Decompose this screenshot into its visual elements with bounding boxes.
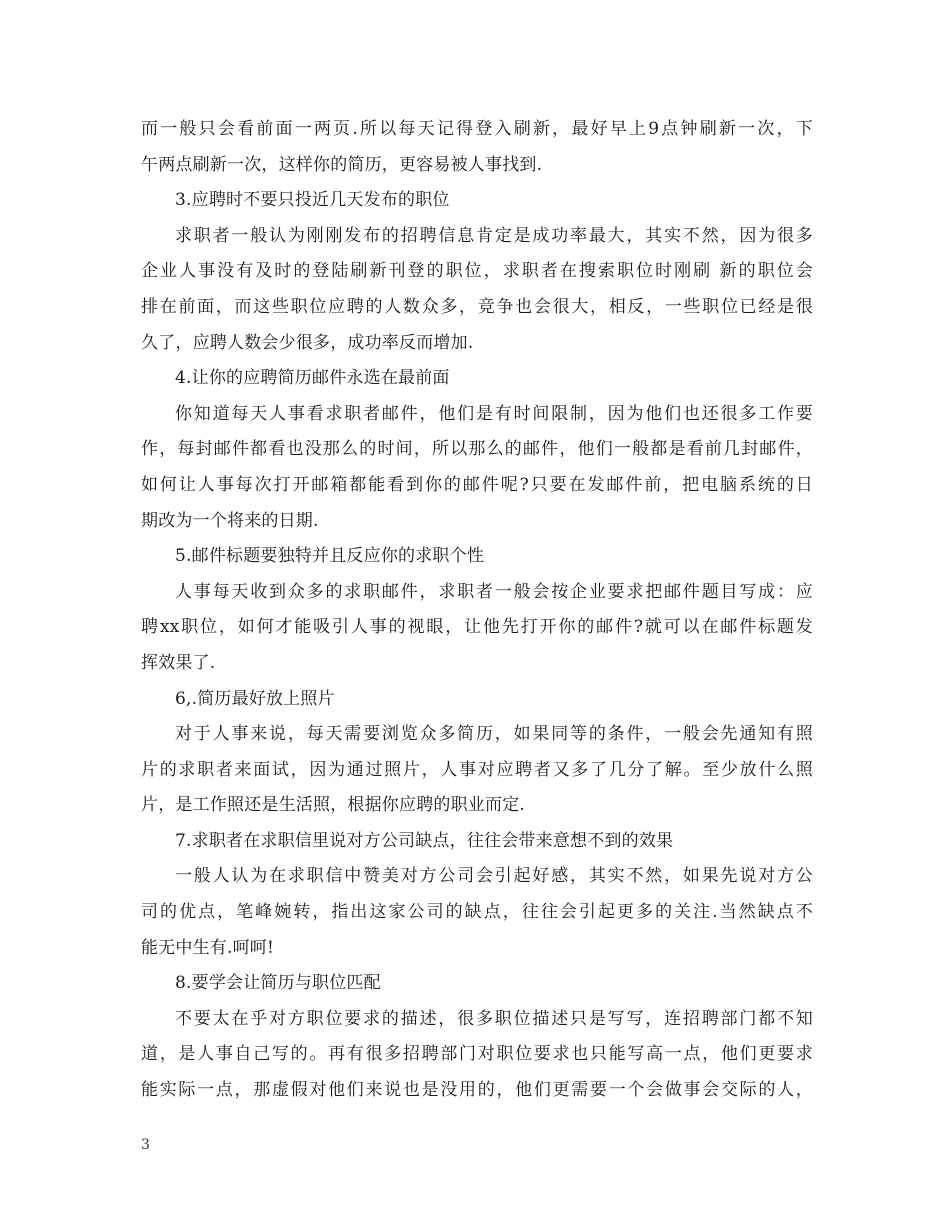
paragraph-line: 排在前面，而这些职位应聘的人数众多，竞争也会很大，相反，一些职位已经是很 [141,296,813,317]
paragraph-line: 人事每天收到众多的求职邮件，求职者一般会按企业要求把邮件题目写成：应 [175,581,813,602]
section-heading: 3.应聘时不要只投近几天发布的职位 [175,190,450,211]
paragraph-line: 一般人认为在求职信中赞美对方公司会引起好感，其实不然，如果先说对方公 [175,866,813,887]
paragraph-line: 能无中生有.呵呵! [141,937,275,958]
paragraph-line: 如何让人事每次打开邮箱都能看到你的邮件呢?只要在发邮件前，把电脑系统的日 [141,474,813,495]
paragraph-line: 午两点刷新一次，这样你的简历，更容易被人事找到. [141,154,543,175]
paragraph-line: 作，每封邮件都看也没那么的时间，所以那么的邮件，他们一般都是看前几封邮件， [141,439,813,460]
paragraph-line: 期改为一个将来的日期. [141,510,319,531]
paragraph-line: 片的求职者来面试，因为通过照片，人事对应聘者又多了几分了解。至少放什么照 [141,759,813,780]
section-heading: 5.邮件标题要独特并且反应你的求职个性 [175,546,485,567]
paragraph-line: 你知道每天人事看求职者邮件，他们是有时间限制，因为他们也还很多工作要 [175,403,813,424]
paragraph-line: 能实际一点，那虚假对他们来说也是没用的，他们更需要一个会做事会交际的人， [141,1080,813,1101]
section-heading: 4.让你的应聘简历邮件永选在最前面 [175,368,450,389]
paragraph-line: 求职者一般认为刚刚发布的招聘信息肯定是成功率最大，其实不然，因为很多 [175,225,813,246]
section-heading: 8.要学会让简历与职位匹配 [175,973,381,994]
section-heading: 6,.简历最好放上照片 [175,688,335,709]
paragraph-line: 久了，应聘人数会少很多，成功率反而增加. [141,332,474,353]
paragraph-line: 对于人事来说，每天需要浏览众多简历，如果同等的条件，一般会先通知有照 [175,724,813,745]
paragraph-line: 片，是工作照还是生活照，根据你应聘的职业而定. [141,795,526,816]
page-number: 3 [141,1137,150,1153]
paragraph-line: 企业人事没有及时的登陆刷新刊登的职位，求职者在搜索职位时刚刷 新的职位会 [141,261,813,282]
paragraph-line: 聘xx职位，如何才能吸引人事的视眼，让他先打开你的邮件?就可以在邮件标题发 [141,617,813,638]
paragraph-line: 道，是人事自己写的。再有很多招聘部门对职位要求也只能写高一点，他们更要求 [141,1044,813,1065]
paragraph-line: 司的优点，笔峰婉转，指出这家公司的缺点，往往会引起更多的关注.当然缺点不 [141,902,813,923]
document-body [141,112,813,1109]
paragraph-line: 挥效果了. [141,652,216,673]
paragraph-line: 不要太在乎对方职位要求的描述，很多职位描述只是写写，连招聘部门都不知 [175,1008,813,1029]
section-heading: 7.求职者在求职信里说对方公司缺点，往往会带来意想不到的效果 [175,830,674,851]
paragraph-line: 而一般只会看前面一两页.所以每天记得登入刷新，最好早上9点钟刷新一次，下 [141,119,813,139]
